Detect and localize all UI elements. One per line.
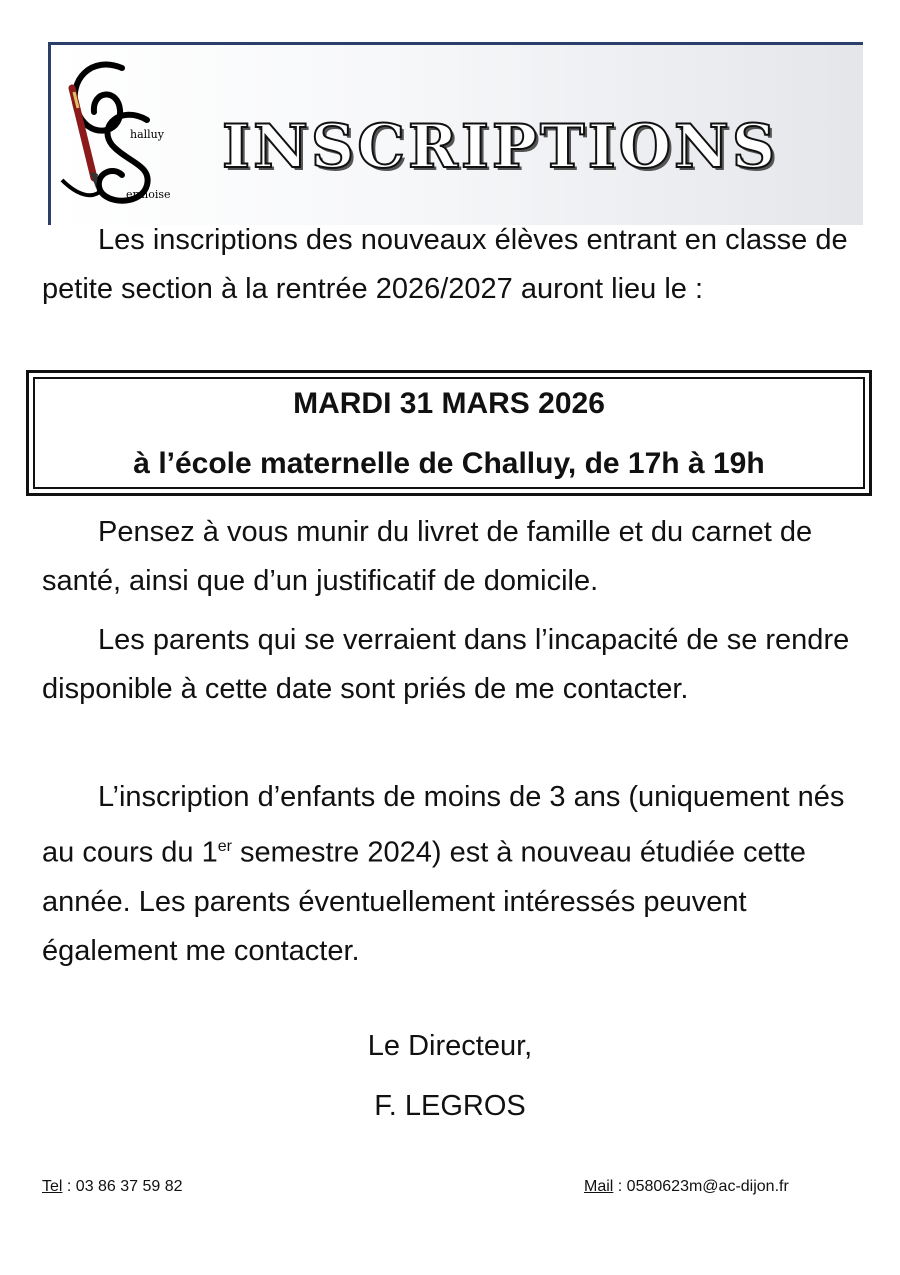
ordinal-superscript: er xyxy=(217,838,232,855)
footer-tel xyxy=(42,1178,183,1196)
event-place-time: à l’école maternelle de Challuy, de 17h à 19h xyxy=(133,447,765,480)
footer-mail xyxy=(584,1178,789,1196)
page-title: INSCRIPTIONS xyxy=(222,112,779,182)
documents-paragraph: Pensez à vous munir du livret de famille et du carnet de santé, ainsi que d’un justificatif de domicile. xyxy=(42,516,813,597)
logo-text-ermoise: ermoise xyxy=(126,188,171,201)
school-logo xyxy=(52,50,182,210)
tel-label: Tel xyxy=(42,1178,63,1195)
under3-paragraph xyxy=(42,773,862,976)
under3-text-part1: L’inscription d’enfants de moins de 3 ans (uniquement nés au cours du 1 xyxy=(42,781,845,869)
signature-name: F. LEGROS xyxy=(374,1090,526,1122)
tel-value: : 03 86 37 59 82 xyxy=(62,1178,183,1195)
logo-text-halluy: halluy xyxy=(130,128,164,141)
event-date: MARDI 31 MARS 2026 xyxy=(293,387,605,420)
signature-role: Le Directeur, xyxy=(367,1030,533,1062)
intro-paragraph: Les inscriptions des nouveaux élèves entrant en classe de petite section à la rentrée 2026/2027 auront lieu le : xyxy=(42,224,848,305)
mail-value: : 0580623m@ac-dijon.fr xyxy=(613,1178,789,1195)
event-box xyxy=(26,370,872,496)
under3-text-part2: semestre 2024) est à nouveau étudiée cette année. Les parents éventuellement intéressés peuvent également me contacter. xyxy=(42,836,806,967)
mail-label: Mail xyxy=(584,1178,614,1195)
unavailable-paragraph: Les parents qui se verraient dans l’incapacité de se rendre disponible à cette date sont priés de me contacter. xyxy=(42,624,850,705)
